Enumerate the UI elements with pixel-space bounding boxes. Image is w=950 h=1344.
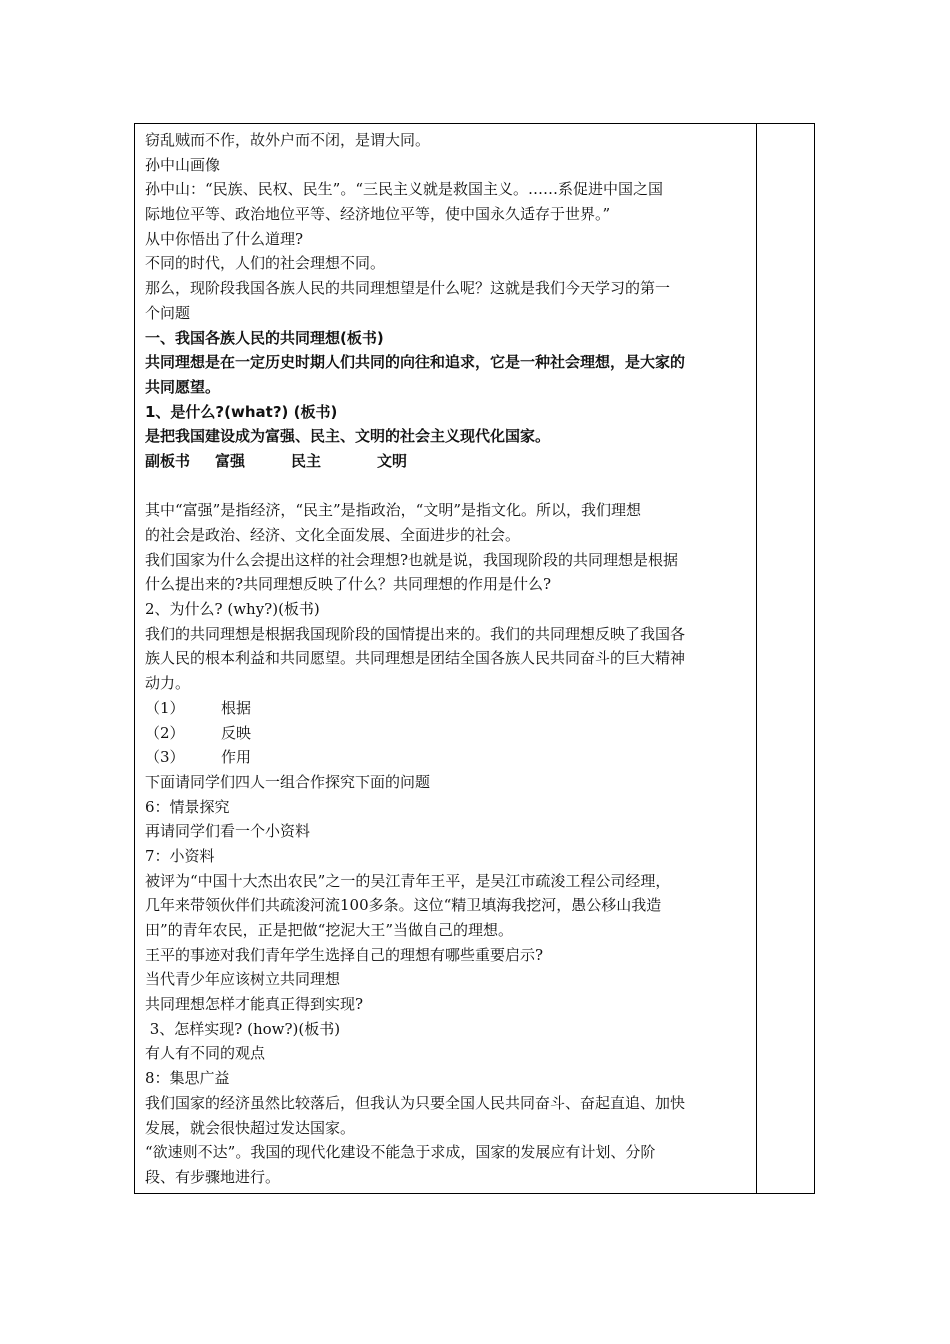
column-divider [756, 124, 757, 1193]
text-line: 再请同学们看一个小资料 [145, 822, 311, 841]
sub-board-item: 民主 [291, 451, 322, 470]
subsection-heading: 2、为什么? (why?)(板书) [145, 600, 320, 619]
text-line: 那么，现阶段我国各族人民的共同理想望是什么呢？这就是我们今天学习的第一 [145, 279, 671, 298]
text-line: 下面请同学们四人一组合作探究下面的问题 [145, 772, 431, 791]
item-text: 反映 [221, 723, 252, 742]
text-line: 孙中山：“民族、民权、民生”。“三民主义就是救国主义。……系促进中国之国 [145, 180, 664, 199]
text-line: 的社会是政治、经济、文化全面发展、全面进步的社会。 [145, 526, 521, 544]
definition-line: 共同理想是在一定历史时期人们共同的向往和追求，它是一种社会理想，是大家的 [145, 353, 686, 372]
text-line: 我们国家的经济虽然比较落后，但我认为只要全国人民共同奋斗、奋起直追、加快 [145, 1093, 686, 1112]
numbered-item [145, 721, 750, 746]
text-line: 不同的时代，人们的社会理想不同。 [145, 254, 386, 273]
answer-line: 是把我国建设成为富强、民主、文明的社会主义现代化国家。 [145, 427, 551, 446]
text-line: 个问题 [145, 303, 191, 322]
numbered-item [145, 696, 750, 721]
item-index: （1） [145, 698, 185, 717]
text-line: 从中你悟出了什么道理? [145, 229, 304, 248]
text-line: 其中“富强”是指经济，“民主”是指政治，“文明”是指文化。所以，我们理想 [145, 501, 642, 520]
lesson-table [134, 123, 815, 1194]
text-line: “欲速则不达”。我国的现代化建设不能急于求成，国家的发展应有计划、分阶 [145, 1143, 656, 1162]
text-line: 孙中山画像 [145, 155, 221, 174]
text-line: 被评为“中国十大杰出农民”之一的吴江青年王平，是吴江市疏浚工程公司经理， [145, 871, 671, 890]
sub-board-item: 富强 [215, 451, 246, 470]
text-line: 发展，就会很快超过发达国家。 [145, 1118, 356, 1137]
lesson-content-cell [145, 128, 750, 1190]
text-line: 我们国家为什么会提出这样的社会理想?也就是说，我国现阶段的共同理想是根据 [145, 550, 679, 569]
sub-board-row [145, 449, 750, 474]
text-line: 有人有不同的观点 [145, 1044, 266, 1063]
subsection-heading: 1、是什么?(what?) (板书) [145, 402, 338, 421]
text-line: 王平的事迹对我们青年学生选择自己的理想有哪些重要启示? [145, 945, 544, 964]
text-line: 田”的青年农民，正是把做“挖泥大王”当做自己的理想。 [145, 921, 514, 939]
text-line: 7：小资料 [145, 846, 215, 865]
item-text: 作用 [221, 748, 252, 767]
text-line: 6：情景探究 [145, 797, 230, 816]
blank-line [145, 474, 750, 499]
text-line: 共同理想怎样才能真正得到实现? [145, 995, 364, 1014]
item-index: （3） [145, 748, 185, 767]
sub-board-item: 文明 [377, 451, 408, 470]
text-line: 际地位平等、政治地位平等、经济地位平等，使中国永久适存于世界。” [145, 205, 611, 224]
numbered-item [145, 745, 750, 770]
text-line: 什么提出来的?共同理想反映了什么？共同理想的作用是什么? [145, 575, 552, 594]
text-line: 8：集思广益 [145, 1069, 230, 1088]
text-line: 几年来带领伙伴们共疏浚河流100多条。这位“精卫填海我挖河，愚公移山我造 [145, 896, 662, 915]
text-line: 段、有步骤地进行。 [145, 1167, 281, 1186]
text-line: 窃乱贼而不作，故外户而不闭，是谓大同。 [145, 131, 431, 149]
text-line: 当代青少年应该树立共同理想 [145, 970, 341, 989]
section-heading: 一、我国各族人民的共同理想(板书) [145, 328, 384, 347]
sub-board-label: 副板书 [145, 451, 191, 470]
text-line: 我们的共同理想是根据我国现阶段的国情提出来的。我们的共同理想反映了我国各 [145, 624, 686, 643]
subsection-heading: 3、怎样实现? (how?)(板书) [145, 1019, 341, 1038]
text-line: 族人民的根本利益和共同愿望。共同理想是团结全国各族人民共同奋斗的巨大精神 [145, 649, 686, 668]
definition-line: 共同愿望。 [145, 377, 221, 396]
text-line: 动力。 [145, 674, 191, 693]
item-index: （2） [145, 723, 185, 742]
item-text: 根据 [221, 698, 252, 717]
